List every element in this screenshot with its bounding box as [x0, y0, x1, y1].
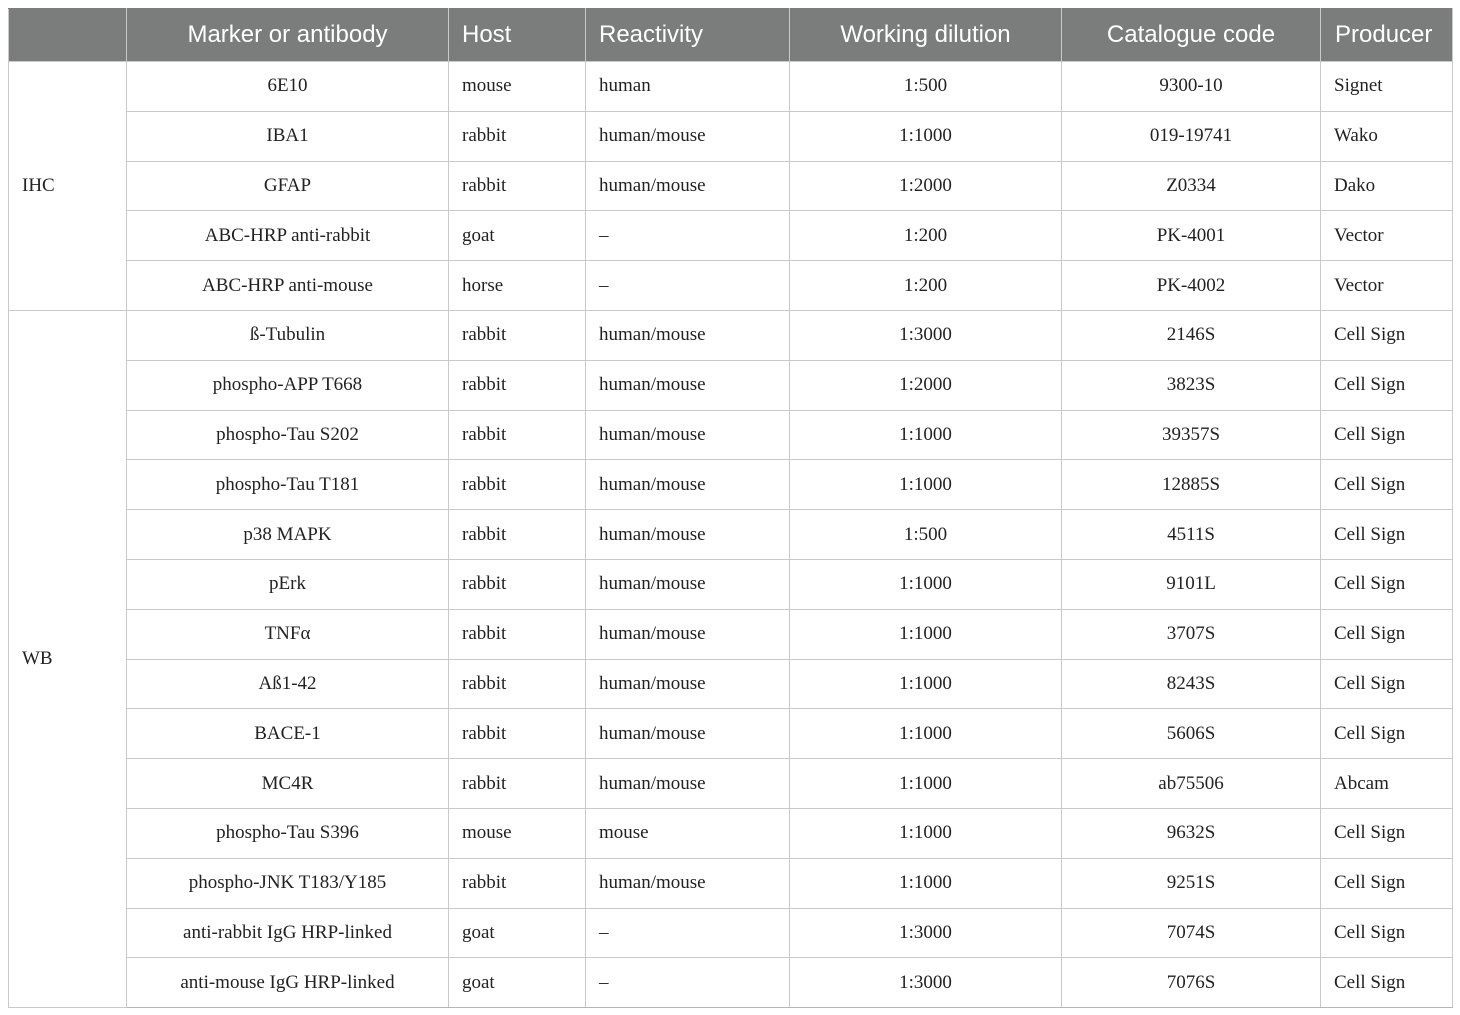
header-group	[9, 9, 127, 62]
table-row	[9, 858, 1453, 908]
cell-producer: Cell Sign	[1321, 958, 1453, 1008]
cell-dilution: 1:1000	[790, 808, 1062, 858]
cell-catalogue-code: 4511S	[1062, 510, 1321, 560]
table-row	[9, 360, 1453, 410]
cell-marker: phospho-APP T668	[127, 360, 449, 410]
table-row	[9, 62, 1453, 112]
cell-dilution: 1:1000	[790, 460, 1062, 510]
cell-reactivity: human/mouse	[586, 410, 790, 460]
cell-producer: Cell Sign	[1321, 808, 1453, 858]
table-row	[9, 908, 1453, 958]
cell-reactivity: human/mouse	[586, 161, 790, 211]
cell-catalogue-code: 2146S	[1062, 310, 1321, 360]
table-body	[9, 62, 1453, 1008]
cell-catalogue-code: 9101L	[1062, 559, 1321, 609]
cell-dilution: 1:3000	[790, 958, 1062, 1008]
cell-dilution: 1:3000	[790, 310, 1062, 360]
cell-dilution: 1:500	[790, 510, 1062, 560]
cell-host: rabbit	[449, 709, 586, 759]
cell-producer: Cell Sign	[1321, 360, 1453, 410]
cell-marker: anti-mouse IgG HRP-linked	[127, 958, 449, 1008]
cell-catalogue-code: 8243S	[1062, 659, 1321, 709]
cell-marker: phospho-Tau S202	[127, 410, 449, 460]
cell-host: goat	[449, 958, 586, 1008]
cell-producer: Abcam	[1321, 759, 1453, 809]
cell-host: goat	[449, 211, 586, 261]
table-row	[9, 659, 1453, 709]
cell-producer: Wako	[1321, 111, 1453, 161]
cell-host: rabbit	[449, 111, 586, 161]
cell-reactivity: human	[586, 62, 790, 112]
table-row	[9, 808, 1453, 858]
cell-host: rabbit	[449, 360, 586, 410]
cell-producer: Cell Sign	[1321, 460, 1453, 510]
cell-marker: ABC-HRP anti-rabbit	[127, 211, 449, 261]
cell-producer: Cell Sign	[1321, 659, 1453, 709]
cell-marker: ABC-HRP anti-mouse	[127, 261, 449, 311]
cell-producer: Cell Sign	[1321, 858, 1453, 908]
cell-reactivity: human/mouse	[586, 460, 790, 510]
cell-dilution: 1:2000	[790, 360, 1062, 410]
header-marker: Marker or antibody	[127, 9, 449, 62]
cell-marker: phospho-Tau S396	[127, 808, 449, 858]
cell-reactivity: human/mouse	[586, 360, 790, 410]
cell-reactivity: –	[586, 261, 790, 311]
cell-marker: Aß1-42	[127, 659, 449, 709]
cell-marker: phospho-JNK T183/Y185	[127, 858, 449, 908]
cell-dilution: 1:500	[790, 62, 1062, 112]
table-row	[9, 609, 1453, 659]
cell-host: rabbit	[449, 410, 586, 460]
cell-marker: TNFα	[127, 609, 449, 659]
cell-producer: Vector	[1321, 211, 1453, 261]
table-row	[9, 410, 1453, 460]
cell-marker: MC4R	[127, 759, 449, 809]
table-row	[9, 709, 1453, 759]
table-row	[9, 460, 1453, 510]
cell-marker: GFAP	[127, 161, 449, 211]
cell-host: mouse	[449, 62, 586, 112]
cell-host: rabbit	[449, 510, 586, 560]
cell-reactivity: mouse	[586, 808, 790, 858]
cell-host: rabbit	[449, 759, 586, 809]
cell-dilution: 1:1000	[790, 559, 1062, 609]
cell-catalogue-code: 7074S	[1062, 908, 1321, 958]
header-producer: Producer	[1321, 9, 1453, 62]
cell-host: horse	[449, 261, 586, 311]
cell-catalogue-code: 9632S	[1062, 808, 1321, 858]
header-reactivity: Reactivity	[586, 9, 790, 62]
antibody-table	[8, 8, 1453, 1008]
cell-reactivity: human/mouse	[586, 510, 790, 560]
cell-dilution: 1:3000	[790, 908, 1062, 958]
cell-dilution: 1:1000	[790, 659, 1062, 709]
cell-marker: 6E10	[127, 62, 449, 112]
header-dilution: Working dilution	[790, 9, 1062, 62]
cell-host: rabbit	[449, 310, 586, 360]
cell-reactivity: human/mouse	[586, 709, 790, 759]
table-row	[9, 310, 1453, 360]
cell-marker: phospho-Tau T181	[127, 460, 449, 510]
cell-catalogue-code: 3707S	[1062, 609, 1321, 659]
table-row	[9, 211, 1453, 261]
cell-catalogue-code: PK-4001	[1062, 211, 1321, 261]
cell-catalogue-code: 3823S	[1062, 360, 1321, 410]
cell-catalogue-code: 39357S	[1062, 410, 1321, 460]
cell-producer: Cell Sign	[1321, 559, 1453, 609]
cell-host: mouse	[449, 808, 586, 858]
cell-producer: Cell Sign	[1321, 310, 1453, 360]
cell-host: rabbit	[449, 161, 586, 211]
cell-producer: Signet	[1321, 62, 1453, 112]
cell-host: rabbit	[449, 559, 586, 609]
cell-dilution: 1:2000	[790, 161, 1062, 211]
cell-producer: Vector	[1321, 261, 1453, 311]
cell-catalogue-code: 5606S	[1062, 709, 1321, 759]
cell-host: rabbit	[449, 460, 586, 510]
cell-dilution: 1:1000	[790, 609, 1062, 659]
cell-producer: Cell Sign	[1321, 410, 1453, 460]
cell-marker: p38 MAPK	[127, 510, 449, 560]
cell-dilution: 1:1000	[790, 709, 1062, 759]
cell-producer: Cell Sign	[1321, 709, 1453, 759]
cell-catalogue-code: 12885S	[1062, 460, 1321, 510]
cell-dilution: 1:1000	[790, 759, 1062, 809]
cell-reactivity: –	[586, 908, 790, 958]
cell-reactivity: human/mouse	[586, 310, 790, 360]
group-label: WB	[9, 310, 127, 1007]
cell-reactivity: human/mouse	[586, 111, 790, 161]
cell-reactivity: human/mouse	[586, 759, 790, 809]
table-row	[9, 161, 1453, 211]
cell-dilution: 1:1000	[790, 410, 1062, 460]
group-label: IHC	[9, 62, 127, 311]
cell-host: rabbit	[449, 609, 586, 659]
cell-catalogue-code: PK-4002	[1062, 261, 1321, 311]
cell-reactivity: human/mouse	[586, 858, 790, 908]
cell-producer: Cell Sign	[1321, 609, 1453, 659]
cell-reactivity: –	[586, 211, 790, 261]
cell-marker: pErk	[127, 559, 449, 609]
cell-catalogue-code: ab75506	[1062, 759, 1321, 809]
cell-marker: ß-Tubulin	[127, 310, 449, 360]
cell-dilution: 1:1000	[790, 111, 1062, 161]
cell-marker: IBA1	[127, 111, 449, 161]
header-catalogue-code: Catalogue code	[1062, 9, 1321, 62]
table-row	[9, 111, 1453, 161]
cell-dilution: 1:1000	[790, 858, 1062, 908]
cell-producer: Dako	[1321, 161, 1453, 211]
cell-reactivity: human/mouse	[586, 559, 790, 609]
cell-catalogue-code: 7076S	[1062, 958, 1321, 1008]
cell-host: goat	[449, 908, 586, 958]
cell-host: rabbit	[449, 659, 586, 709]
table-row	[9, 958, 1453, 1008]
cell-reactivity: human/mouse	[586, 609, 790, 659]
cell-marker: BACE-1	[127, 709, 449, 759]
cell-reactivity: human/mouse	[586, 659, 790, 709]
cell-producer: Cell Sign	[1321, 510, 1453, 560]
cell-catalogue-code: 9300-10	[1062, 62, 1321, 112]
cell-marker: anti-rabbit IgG HRP-linked	[127, 908, 449, 958]
cell-catalogue-code: Z0334	[1062, 161, 1321, 211]
table-row	[9, 559, 1453, 609]
cell-reactivity: –	[586, 958, 790, 1008]
header-host: Host	[449, 9, 586, 62]
table-row	[9, 261, 1453, 311]
table-header	[9, 9, 1453, 62]
cell-producer: Cell Sign	[1321, 908, 1453, 958]
cell-dilution: 1:200	[790, 211, 1062, 261]
table-row	[9, 510, 1453, 560]
cell-dilution: 1:200	[790, 261, 1062, 311]
cell-catalogue-code: 019-19741	[1062, 111, 1321, 161]
cell-host: rabbit	[449, 858, 586, 908]
table-row	[9, 759, 1453, 809]
cell-catalogue-code: 9251S	[1062, 858, 1321, 908]
